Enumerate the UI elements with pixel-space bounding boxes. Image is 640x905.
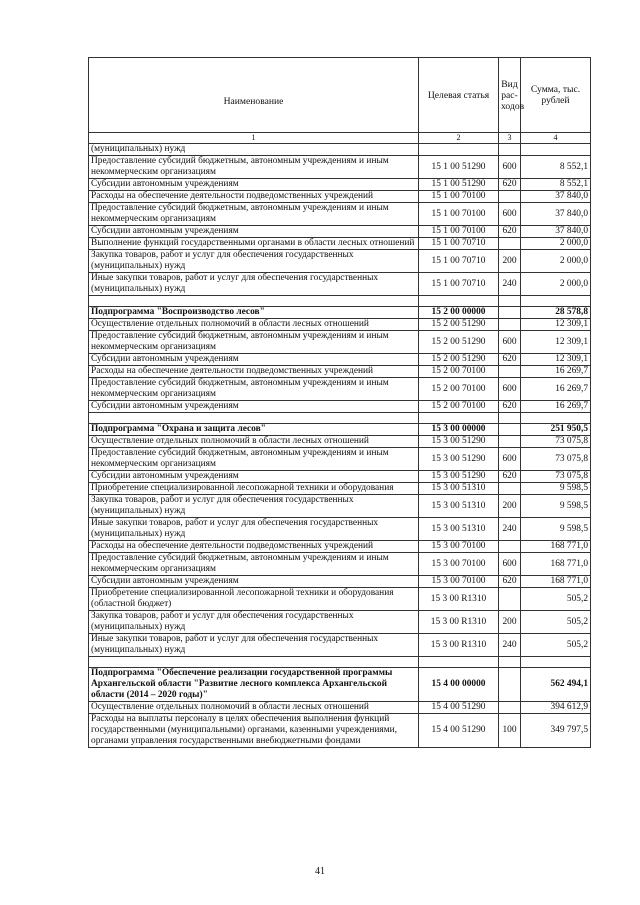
row-expense-type	[499, 702, 521, 714]
subprogram-row	[89, 668, 591, 702]
row-code: 15 3 00 R1310	[419, 611, 499, 634]
table-row	[89, 611, 591, 634]
row-code: 15 3 00 70100	[419, 541, 499, 553]
row-expense-type: 600	[499, 203, 521, 226]
row-sum: 394 612,9	[521, 702, 591, 714]
row-expense-type	[499, 144, 521, 156]
spacer-row	[89, 413, 591, 424]
row-expense-type	[499, 366, 521, 378]
table-row	[89, 471, 591, 483]
row-expense-type: 620	[499, 354, 521, 366]
row-name: Предоставление субсидий бюджетным, автономным учреждениям и иным некоммерческим организациям	[89, 553, 419, 576]
row-code: 15 4 00 51290	[419, 714, 499, 748]
table-row	[89, 250, 591, 273]
row-name: Субсидии автономным учреждениям	[89, 471, 419, 483]
row-sum: 2 000,0	[521, 250, 591, 273]
row-expense-type: 600	[499, 331, 521, 354]
row-code: 15 1 00 70710	[419, 250, 499, 273]
row-sum: 73 075,8	[521, 436, 591, 448]
row-code: 15 3 00 51290	[419, 471, 499, 483]
row-sum: 16 269,7	[521, 366, 591, 378]
table-row	[89, 238, 591, 250]
row-name: Предоставление субсидий бюджетным, автономным учреждениям и иным некоммерческим организациям	[89, 203, 419, 226]
row-sum	[521, 657, 591, 668]
row-code: 15 1 00 70100	[419, 191, 499, 203]
row-expense-type: 200	[499, 250, 521, 273]
row-expense-type	[499, 296, 521, 307]
row-expense-type: 600	[499, 448, 521, 471]
row-name: Предоставление субсидий бюджетным, автономным учреждениям и иным некоммерческим организациям	[89, 378, 419, 401]
row-name: Подпрограмма "Охрана и защита лесов"	[89, 424, 419, 436]
header-type: Вид рас-ходов	[499, 58, 521, 133]
row-name: Субсидии автономным учреждениям	[89, 226, 419, 238]
row-code: 15 2 00 70100	[419, 401, 499, 413]
row-sum: 12 309,1	[521, 331, 591, 354]
table-row	[89, 436, 591, 448]
table-row	[89, 495, 591, 518]
row-name: Субсидии автономным учреждениям	[89, 354, 419, 366]
row-code	[419, 413, 499, 424]
row-sum: 37 840,0	[521, 226, 591, 238]
row-expense-type: 600	[499, 553, 521, 576]
table-row	[89, 226, 591, 238]
table-row	[89, 144, 591, 156]
row-name: Закупка товаров, работ и услуг для обеспечения государственных (муниципальных) нужд	[89, 611, 419, 634]
row-expense-type: 200	[499, 495, 521, 518]
table-row	[89, 576, 591, 588]
row-code: 15 4 00 00000	[419, 668, 499, 702]
row-code	[419, 657, 499, 668]
row-sum: 505,2	[521, 634, 591, 657]
row-name: Осуществление отдельных полномочий в области лесных отношений	[89, 702, 419, 714]
table-row	[89, 483, 591, 495]
row-sum	[521, 144, 591, 156]
table-row	[89, 588, 591, 611]
row-expense-type: 620	[499, 576, 521, 588]
row-code: 15 2 00 51290	[419, 331, 499, 354]
row-name: Расходы на выплаты персоналу в целях обеспечения выполнения функций государственными (муниципальными) органами, казенными учреждениями, органами управления государственными внебюджетными фондами	[89, 714, 419, 748]
column-number: 1	[89, 133, 419, 144]
row-expense-type	[499, 307, 521, 319]
table-row	[89, 702, 591, 714]
row-expense-type	[499, 668, 521, 702]
column-number: 3	[499, 133, 521, 144]
row-sum: 562 494,1	[521, 668, 591, 702]
table-row	[89, 448, 591, 471]
row-expense-type	[499, 436, 521, 448]
row-sum: 8 552,1	[521, 179, 591, 191]
row-code: 15 1 00 70710	[419, 273, 499, 296]
column-numbering-row	[89, 133, 591, 144]
row-code: 15 3 00 51290	[419, 436, 499, 448]
row-sum: 16 269,7	[521, 378, 591, 401]
row-name: Подпрограмма "Воспроизводство лесов"	[89, 307, 419, 319]
row-expense-type: 620	[499, 471, 521, 483]
row-name: Осуществление отдельных полномочий в области лесных отношений	[89, 436, 419, 448]
row-code: 15 3 00 51310	[419, 495, 499, 518]
row-expense-type: 620	[499, 179, 521, 191]
row-sum: 505,2	[521, 588, 591, 611]
row-name	[89, 657, 419, 668]
row-expense-type: 100	[499, 714, 521, 748]
row-code: 15 3 00 70100	[419, 553, 499, 576]
table-row	[89, 401, 591, 413]
row-sum	[521, 413, 591, 424]
row-expense-type: 620	[499, 226, 521, 238]
row-sum: 2 000,0	[521, 273, 591, 296]
row-code: 15 3 00 51310	[419, 518, 499, 541]
row-code: 15 3 00 70100	[419, 576, 499, 588]
row-sum: 37 840,0	[521, 191, 591, 203]
table-row	[89, 331, 591, 354]
table-row	[89, 714, 591, 748]
row-sum: 168 771,0	[521, 541, 591, 553]
row-sum: 9 598,5	[521, 495, 591, 518]
row-sum	[521, 296, 591, 307]
row-name: (муниципальных) нужд	[89, 144, 419, 156]
row-code: 15 2 00 51290	[419, 319, 499, 331]
header-code: Целевая статья	[419, 58, 499, 133]
header-name: Наименование	[89, 58, 419, 133]
row-expense-type	[499, 541, 521, 553]
row-name: Закупка товаров, работ и услуг для обеспечения государственных (муниципальных) нужд	[89, 495, 419, 518]
row-sum: 12 309,1	[521, 354, 591, 366]
row-name: Предоставление субсидий бюджетным, автономным учреждениям и иным некоммерческим организациям	[89, 448, 419, 471]
header-sum: Сумма, тыс. рублей	[521, 58, 591, 133]
row-name	[89, 296, 419, 307]
row-expense-type	[499, 424, 521, 436]
row-expense-type	[499, 657, 521, 668]
row-code: 15 3 00 51290	[419, 448, 499, 471]
row-name: Осуществление отдельных полномочий в области лесных отношений	[89, 319, 419, 331]
row-code: 15 2 00 70100	[419, 378, 499, 401]
row-code	[419, 144, 499, 156]
row-name: Иные закупки товаров, работ и услуг для обеспечения государственных (муниципальных) нужд	[89, 634, 419, 657]
row-sum: 28 578,8	[521, 307, 591, 319]
table-row	[89, 634, 591, 657]
row-name: Подпрограмма "Обеспечение реализации государственной программы Архангельской области "Развитие лесного комплекса Архангельской области (2014 – 2020 годы)"	[89, 668, 419, 702]
spacer-row	[89, 657, 591, 668]
table-row	[89, 354, 591, 366]
row-sum: 37 840,0	[521, 203, 591, 226]
row-sum: 349 797,5	[521, 714, 591, 748]
row-name: Выполнение функций государственными органами в области лесных отношений	[89, 238, 419, 250]
table-row	[89, 273, 591, 296]
column-number: 4	[521, 133, 591, 144]
subprogram-row	[89, 307, 591, 319]
row-name: Расходы на обеспечение деятельности подведомственных учреждений	[89, 366, 419, 378]
row-sum: 168 771,0	[521, 553, 591, 576]
row-expense-type: 240	[499, 634, 521, 657]
table-row	[89, 366, 591, 378]
row-name	[89, 413, 419, 424]
row-code: 15 1 00 70100	[419, 226, 499, 238]
table-row	[89, 179, 591, 191]
table-row	[89, 378, 591, 401]
row-name: Субсидии автономным учреждениям	[89, 179, 419, 191]
row-sum: 12 309,1	[521, 319, 591, 331]
row-expense-type	[499, 588, 521, 611]
row-sum: 8 552,1	[521, 156, 591, 179]
row-code: 15 4 00 51290	[419, 702, 499, 714]
row-expense-type: 240	[499, 518, 521, 541]
row-expense-type	[499, 413, 521, 424]
row-sum: 505,2	[521, 611, 591, 634]
row-code: 15 2 00 51290	[419, 354, 499, 366]
row-name: Закупка товаров, работ и услуг для обеспечения государственных (муниципальных) нужд	[89, 250, 419, 273]
row-code	[419, 296, 499, 307]
row-sum: 73 075,8	[521, 471, 591, 483]
row-name: Приобретение специализированной лесопожарной техники и оборудования (областной бюджет)	[89, 588, 419, 611]
table-row	[89, 541, 591, 553]
row-code: 15 3 00 00000	[419, 424, 499, 436]
row-name: Субсидии автономным учреждениям	[89, 576, 419, 588]
row-name: Субсидии автономным учреждениям	[89, 401, 419, 413]
row-expense-type: 600	[499, 378, 521, 401]
row-expense-type	[499, 483, 521, 495]
row-code: 15 2 00 00000	[419, 307, 499, 319]
row-expense-type: 600	[499, 156, 521, 179]
page-number: 41	[315, 866, 325, 877]
row-name: Иные закупки товаров, работ и услуг для обеспечения государственных (муниципальных) нужд	[89, 273, 419, 296]
row-sum: 9 598,5	[521, 483, 591, 495]
row-name: Расходы на обеспечение деятельности подведомственных учреждений	[89, 541, 419, 553]
table-row	[89, 203, 591, 226]
row-expense-type	[499, 238, 521, 250]
row-expense-type	[499, 319, 521, 331]
budget-table	[88, 57, 591, 748]
row-code: 15 3 00 51310	[419, 483, 499, 495]
row-expense-type: 620	[499, 401, 521, 413]
row-expense-type: 240	[499, 273, 521, 296]
row-expense-type	[499, 191, 521, 203]
row-code: 15 1 00 51290	[419, 179, 499, 191]
row-code: 15 2 00 70100	[419, 366, 499, 378]
row-code: 15 3 00 R1310	[419, 634, 499, 657]
spacer-row	[89, 296, 591, 307]
row-code: 15 3 00 R1310	[419, 588, 499, 611]
row-sum: 2 000,0	[521, 238, 591, 250]
row-sum: 16 269,7	[521, 401, 591, 413]
table-row	[89, 518, 591, 541]
row-name: Предоставление субсидий бюджетным, автономным учреждениям и иным некоммерческим организациям	[89, 156, 419, 179]
column-number: 2	[419, 133, 499, 144]
row-code: 15 1 00 70100	[419, 203, 499, 226]
table-row	[89, 156, 591, 179]
row-sum: 73 075,8	[521, 448, 591, 471]
subprogram-row	[89, 424, 591, 436]
row-code: 15 1 00 51290	[419, 156, 499, 179]
row-name: Предоставление субсидий бюджетным, автономным учреждениям и иным некоммерческим организациям	[89, 331, 419, 354]
row-name: Иные закупки товаров, работ и услуг для обеспечения государственных (муниципальных) нужд	[89, 518, 419, 541]
row-name: Приобретение специализированной лесопожарной техники и оборудования	[89, 483, 419, 495]
row-sum: 168 771,0	[521, 576, 591, 588]
row-name: Расходы на обеспечение деятельности подведомственных учреждений	[89, 191, 419, 203]
row-sum: 251 950,5	[521, 424, 591, 436]
row-sum: 9 598,5	[521, 518, 591, 541]
table-row	[89, 191, 591, 203]
table-row	[89, 319, 591, 331]
row-code: 15 1 00 70710	[419, 238, 499, 250]
table-header-row	[89, 58, 591, 133]
table-row	[89, 553, 591, 576]
row-expense-type: 200	[499, 611, 521, 634]
